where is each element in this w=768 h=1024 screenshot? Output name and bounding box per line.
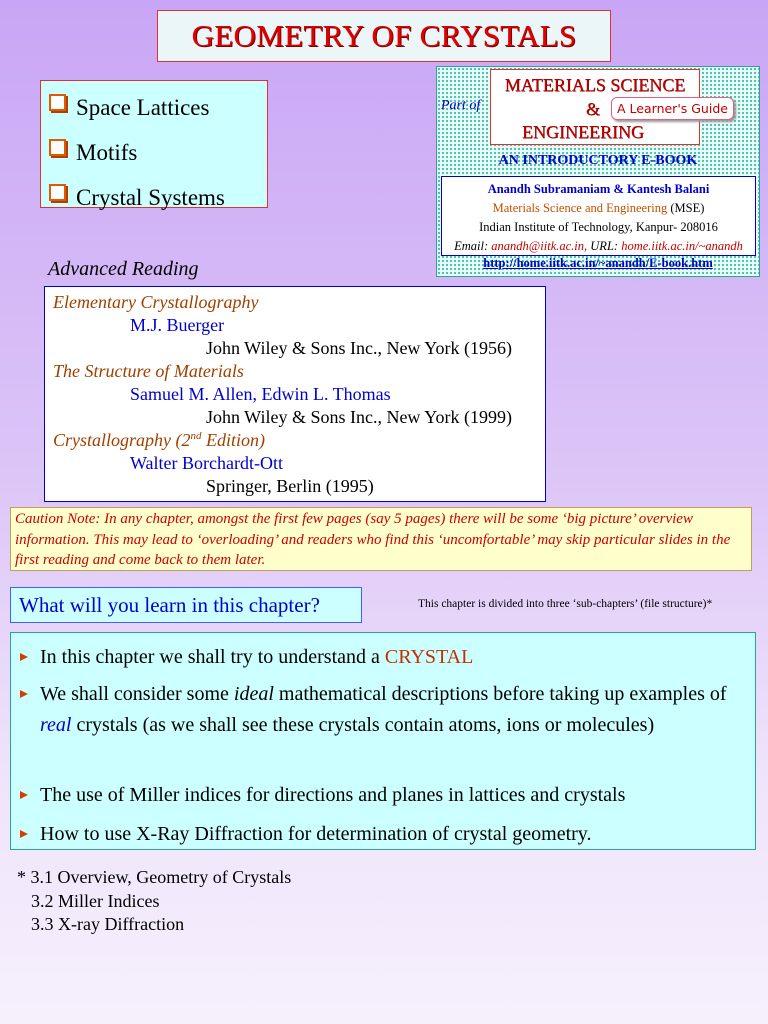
topic-label: Motifs [76, 139, 138, 165]
arrow-bullet-icon [20, 653, 28, 661]
arrow-bullet-icon [20, 830, 28, 838]
topics-box [40, 80, 268, 208]
contact-line [442, 237, 755, 256]
reading-title [53, 430, 265, 451]
email-label: Email: [454, 239, 489, 253]
arrow-bullet-icon [20, 791, 28, 799]
authors-box [441, 176, 756, 256]
reading-publisher: John Wiley & Sons Inc., New York (1956) [206, 338, 512, 358]
reading-title: Elementary Crystallography [53, 292, 259, 312]
topic-item [49, 130, 267, 175]
list-item [40, 819, 740, 850]
caution-note: Caution Note: In any chapter, amongst the first few pages (say 5 pages) there will be some ‘big picture’ overview information. This may lead to ‘overloading’ and readers who find this ‘uncomfortable’ may skip particular slides in the first reading and come back to them later. [10, 507, 752, 571]
part-of-label: Part of [441, 98, 481, 113]
department-line [442, 199, 755, 218]
topic-item [49, 85, 267, 130]
page-title: GEOMETRY OF CRYSTALS [191, 18, 577, 53]
bullet-text: In this chapter we shall try to understand a [40, 646, 385, 668]
footnote-line: 3.3 X-ray Diffraction [31, 914, 185, 934]
bullet-text: The use of Miller indices for directions and planes in lattices and crystals [40, 784, 626, 806]
crystal-highlight: CRYSTAL [384, 646, 474, 668]
learn-heading: What will you learn in this chapter? [19, 592, 320, 617]
topic-label: Space Lattices [76, 94, 210, 120]
topic-item [49, 175, 267, 220]
title-banner [157, 10, 611, 62]
footnote-line: * 3.1 Overview, Geometry of Crystals [17, 867, 292, 887]
reading-title-sup: nd [190, 430, 202, 442]
reading-publisher: Springer, Berlin (1995) [206, 476, 374, 496]
learners-guide-badge: A Learner's Guide [611, 97, 734, 120]
square-bullet-icon [49, 94, 66, 111]
mse-ampersand: & [585, 99, 600, 119]
topic-label: Crystal Systems [76, 184, 225, 210]
reading-title: The Structure of Materials [53, 361, 244, 381]
subchapter-footnote [17, 866, 291, 937]
ideal-emphasis: ideal [233, 683, 274, 705]
learn-heading-box [10, 587, 362, 623]
footnote-line: 3.2 Miller Indices [31, 890, 160, 911]
list-item [40, 642, 740, 673]
ebook-subtitle: AN INTRODUCTORY E-BOOK [498, 153, 698, 168]
real-emphasis: real [40, 714, 72, 736]
square-bullet-icon [49, 139, 66, 156]
reading-title-part: Crystallography (2 [53, 430, 191, 450]
homepage-link[interactable]: home.iitk.ac.in/~anandh [621, 239, 743, 253]
department-abbr: (MSE) [670, 201, 705, 215]
list-item [40, 679, 740, 741]
subchapter-note: This chapter is divided into three ‘sub-chapters’ (file structure)* [418, 598, 713, 610]
reading-publisher: John Wiley & Sons Inc., New York (1999) [206, 407, 512, 427]
url-label: URL: [590, 239, 619, 253]
department: Materials Science and Engineering [492, 201, 668, 215]
bullet-text: How to use X-Ray Diffraction for determination of crystal geometry. [40, 823, 592, 845]
reading-author: Walter Borchardt-Ott [130, 453, 283, 473]
reading-author: M.J. Buerger [130, 315, 225, 335]
list-item [40, 780, 740, 811]
bullet-text: mathematical descriptions before taking up examples of [273, 683, 727, 705]
learning-objectives-box [10, 632, 756, 850]
advanced-reading-label: Advanced Reading [48, 258, 199, 280]
authors: Anandh Subramaniam & Kantesh Balani [487, 182, 710, 196]
institute: Indian Institute of Technology, Kanpur- 208016 [479, 220, 718, 234]
reading-list [44, 286, 546, 502]
arrow-bullet-icon [20, 690, 28, 698]
ebook-link[interactable]: http://home.iitk.ac.in/~anandh/E-book.htm [483, 256, 713, 270]
email-link[interactable]: anandh@iitk.ac.in, [491, 239, 588, 253]
mse-line-1: MATERIALS SCIENCE [504, 75, 686, 95]
square-bullet-icon [49, 184, 66, 201]
mse-line-3: ENGINEERING [522, 122, 644, 142]
reading-author: Samuel M. Allen, Edwin L. Thomas [130, 384, 391, 404]
bullet-text: crystals (as we shall see these crystals contain atoms, ions or molecules) [71, 714, 655, 736]
reading-title-part: Edition) [201, 430, 265, 450]
bullet-text: We shall consider some [40, 683, 234, 705]
